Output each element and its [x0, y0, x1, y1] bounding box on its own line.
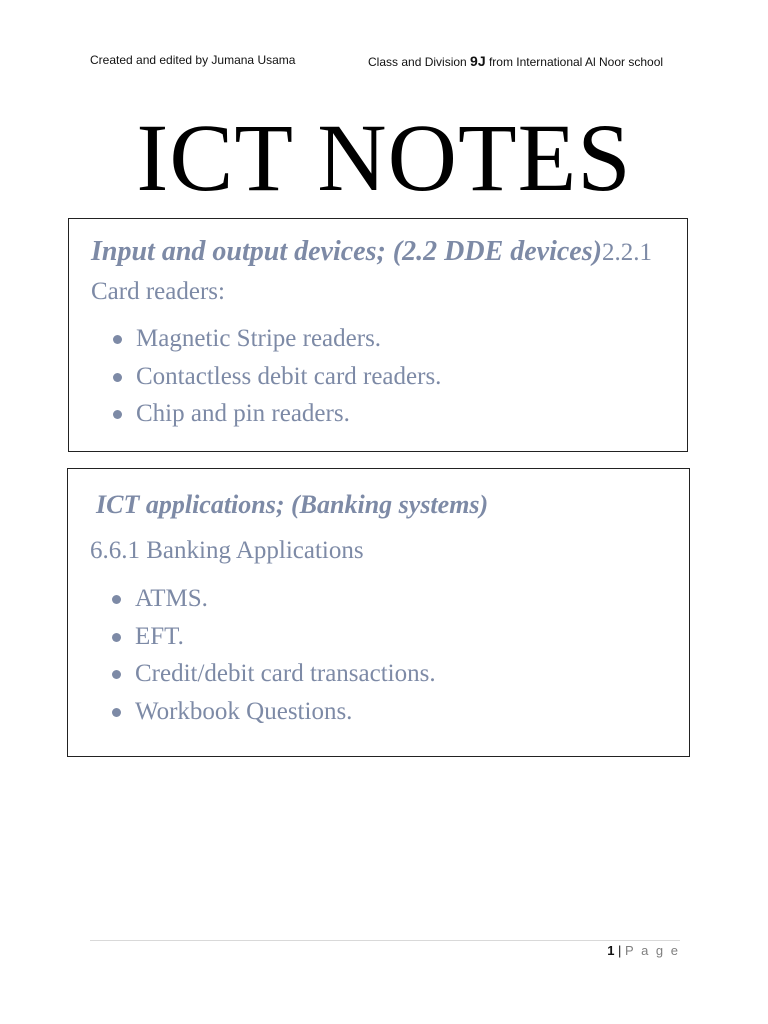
class-value: 9J: [470, 53, 486, 69]
bullet-icon: [112, 708, 121, 717]
page-header: [90, 51, 680, 71]
section-card-banking: [67, 468, 690, 757]
section1-heading: [91, 233, 671, 311]
class-suffix: from International Al Noor school: [485, 55, 664, 69]
list-item: [113, 395, 441, 433]
section1-bullet-list: [113, 320, 441, 433]
list-item-text: EFT.: [135, 622, 184, 650]
class-info: [368, 53, 663, 69]
list-item-text: Contactless debit card readers.: [136, 362, 442, 390]
list-item: [112, 618, 436, 656]
list-item: [113, 358, 441, 396]
class-prefix: Class and Division: [368, 55, 471, 69]
footer-separator: |: [614, 943, 626, 958]
bullet-icon: [113, 335, 122, 344]
section1-heading-plain: 2.2.1 Card readers:: [91, 239, 652, 305]
section1-heading-italic: Input and output devices; (2.2 DDE devices): [91, 236, 602, 267]
section-card-input-output: [68, 218, 688, 452]
section2-heading: ICT applications; (Banking systems): [96, 490, 489, 519]
bullet-icon: [113, 410, 122, 419]
document-title: ICT NOTES: [136, 104, 632, 211]
page-footer: [560, 943, 680, 958]
list-item: [112, 655, 436, 693]
list-item-text: Chip and pin readers.: [136, 400, 350, 427]
list-item-text: Workbook Questions.: [135, 697, 353, 725]
bullet-icon: [112, 595, 121, 604]
list-item-text: Magnetic Stripe readers.: [136, 325, 382, 352]
bullet-icon: [112, 633, 121, 642]
list-item: [112, 693, 436, 731]
section2-bullet-list: [112, 580, 436, 730]
list-item: [113, 320, 441, 358]
bullet-icon: [112, 670, 121, 679]
list-item-text: Credit/debit card transactions.: [135, 660, 436, 687]
bullet-icon: [113, 373, 122, 382]
list-item: [112, 580, 436, 618]
page-number: 1: [607, 943, 615, 958]
section2-subheading: 6.6.1 Banking Applications: [90, 537, 364, 564]
page-label: P a g e: [625, 943, 680, 958]
footer-divider: [90, 940, 680, 941]
author-credit: Created and edited by Jumana Usama: [90, 53, 296, 67]
list-item-text: ATMS.: [135, 585, 208, 612]
